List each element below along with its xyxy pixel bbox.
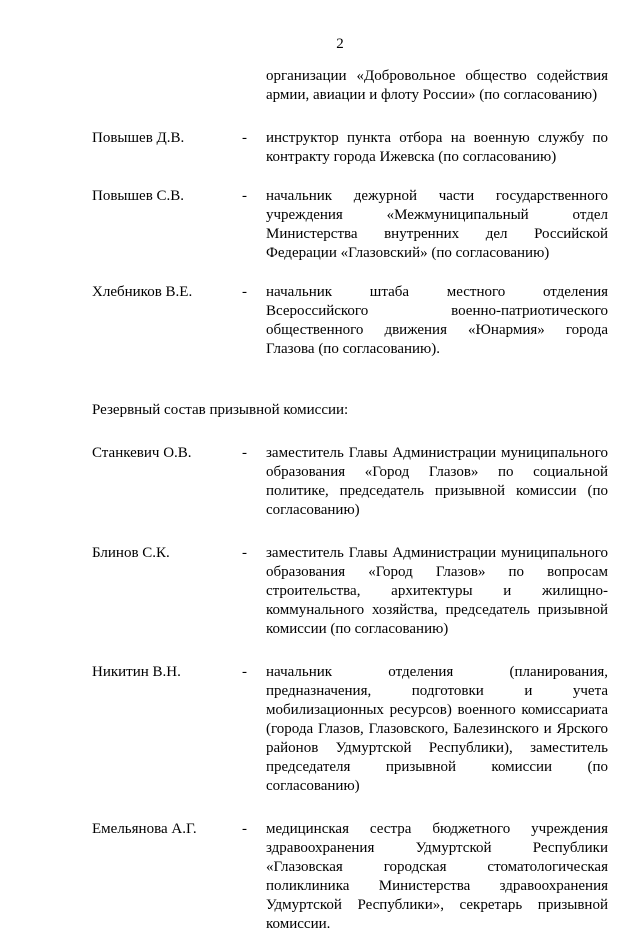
reserve-member-row <box>92 663 608 796</box>
member-description: инструктор пункта отбора на военную службу по контракту города Ижевска (по согласованию) <box>266 130 608 165</box>
reserve-member-row <box>92 820 608 934</box>
reserve-member-description: начальник отделения (планирования, предназначения, подготовки и учета мобилизационных ресурсов) военного комиссариата (города Глазов, Глазовского, Балезинского и Ярского районов Удмуртской Республики), заместитель председателя призывной комиссии (по согласованию) <box>266 664 608 794</box>
reserve-member-name: Емельянова А.Г. <box>92 821 197 837</box>
page-number: 2 <box>336 36 344 52</box>
reserve-section-title: Резервный состав призывной комиссии: <box>92 402 349 418</box>
member-row <box>92 187 608 263</box>
reserve-member-row <box>92 444 608 520</box>
reserve-member-description: медицинская сестра бюджетного учреждения здравоохранения Удмуртской Республики «Глазовская городская стоматологическая поликлиника Министерства здравоохранения Удмуртской Республики», секретарь призывной комиссии. <box>266 821 608 932</box>
reserve-member-description: заместитель Главы Администрации муниципального образования «Город Глазов» по вопросам строительства, архитектуры и жилищно-коммунального хозяйства, председатель призывной комиссии (по согласованию) <box>266 545 608 637</box>
member-name: Повышев С.В. <box>92 188 185 204</box>
dash-separator: - <box>242 545 247 561</box>
reserve-member-name: Никитин В.Н. <box>92 664 181 680</box>
dash-separator: - <box>242 664 247 680</box>
member-description: начальник штаба местного отделения Всероссийского военно-патриотического общественного движения «Юнармия» города Глазова (по согласованию). <box>266 284 608 357</box>
reserve-member-row <box>92 544 608 639</box>
dash-separator: - <box>242 821 247 837</box>
member-name: Хлебников В.Е. <box>92 284 193 300</box>
member-row <box>92 129 608 167</box>
member-row <box>92 283 608 359</box>
member-name: Повышев Д.В. <box>92 130 185 146</box>
dash-separator: - <box>242 188 247 204</box>
continuation-paragraph: организации «Добровольное общество содействия армии, авиации и флоту России» (по согласованию) <box>266 68 608 103</box>
reserve-member-name: Станкевич О.В. <box>92 445 192 461</box>
dash-separator: - <box>242 284 247 300</box>
member-description: начальник дежурной части государственного учреждения «Межмуниципальный отдел Министерства внутренних дел Российской Федерации «Глазовский» (по согласованию) <box>266 188 608 261</box>
reserve-member-name: Блинов С.К. <box>92 545 170 561</box>
dash-separator: - <box>242 445 247 461</box>
reserve-member-description: заместитель Главы Администрации муниципального образования «Город Глазов» по социальной политике, председатель призывной комиссии (по согласованию) <box>266 445 608 518</box>
document-content <box>92 67 608 934</box>
dash-separator: - <box>242 130 247 146</box>
